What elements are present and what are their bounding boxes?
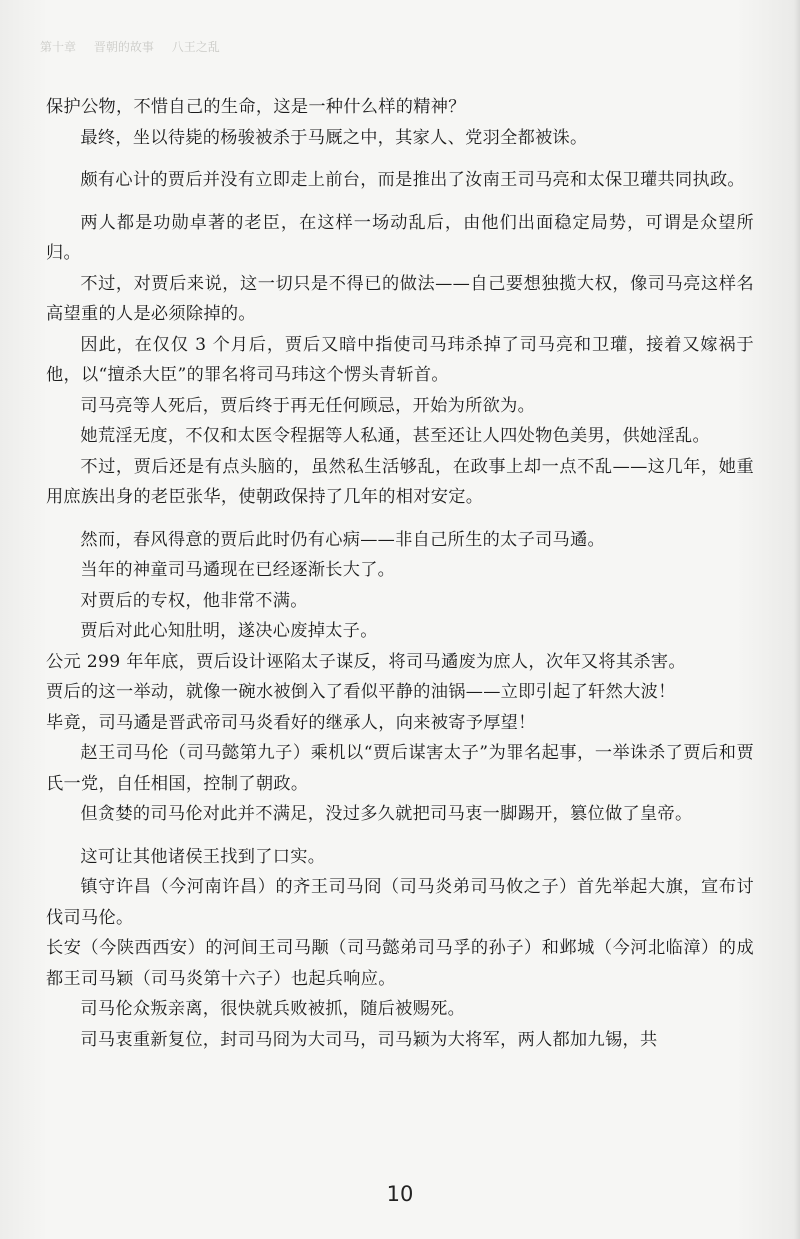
- paragraph: 当年的神童司马遹现在已经逐渐长大了。: [80, 560, 396, 580]
- paragraph: 这可让其他诸侯王找到了口实。: [80, 846, 326, 867]
- running-head: [40, 38, 760, 60]
- paragraph: 贾后对此心知肚明，遂决心废掉太子。: [80, 621, 378, 641]
- running-head-chapter: 第十章: [40, 40, 77, 54]
- paragraph: 公元 299 年年底，贾后设计诬陷太子谋反，将司马遹废为庶人，次年又将其杀害。: [46, 651, 686, 672]
- paragraph: 不过，对贾后来说，这一切只是不得已的做法——自己要想独揽大权，像司马亮这样名高望重的人是必须除掉的。: [46, 273, 754, 324]
- paragraph: 司马亮等人死后，贾后终于再无任何顾忌，开始为所欲为。: [80, 395, 536, 416]
- running-head-section: 八王之乱: [171, 40, 220, 54]
- paragraph: 司马衷重新复位，封司马冏为大司马，司马颖为大将军，两人都加九锡，共: [80, 1029, 658, 1050]
- paragraph: 毕竟，司马遹是晋武帝司马炎看好的继承人，向来被寄予厚望！: [46, 712, 536, 733]
- running-head-book: 晋朝的故事: [93, 40, 154, 54]
- paragraph: 保护公物，不惜自己的生命，这是一种什么样的精神？: [46, 97, 466, 117]
- paragraph: 她荒淫无度，不仅和太医令程据等人私通，甚至还让人四处物色美男，供她淫乱。: [80, 426, 710, 446]
- paragraph: 镇守许昌（今河南许昌）的齐王司马冏（司马炎弟司马攸之子）首先举起大旗，宣布讨伐司马伦。: [46, 877, 754, 928]
- paragraph: 两人都是功勋卓著的老臣，在这样一场动乱后，由他们出面稳定局势，可谓是众望所归。: [46, 212, 754, 263]
- paragraph: 颇有心计的贾后并没有立即走上前台，而是推出了汝南王司马亮和太保卫瓘共同执政。: [80, 170, 745, 190]
- paragraph: 然而，春风得意的贾后此时仍有心病——非自己所生的太子司马遹。: [80, 529, 606, 550]
- paragraph: 不过，贾后还是有点头脑的，虽然私生活够乱，在政事上却一点不乱——这几年，她重用庶族出身的老臣张华，使朝政保持了几年的相对安定。: [46, 456, 754, 507]
- page-edge-shadow: [794, 0, 800, 1239]
- paragraph: 司马伦众叛亲离，很快就兵败被抓，随后被赐死。: [80, 999, 466, 1019]
- page-number: 10: [386, 1182, 414, 1206]
- paragraph: 赵王司马伦（司马懿第九子）乘机以“贾后谋害太子”为罪名起事，一举诛杀了贾后和贾氏一党，自任相国，控制了朝政。: [46, 743, 754, 794]
- paragraph: 对贾后的专权，他非常不满。: [80, 590, 308, 611]
- paragraph: 长安（今陕西西安）的河间王司马颙（司马懿弟司马孚的孙子）和邺城（今河北临漳）的成都王司马颖（司马炎第十六子）也起兵响应。: [46, 938, 754, 989]
- paragraph: 贾后的这一举动，就像一碗水被倒入了看似平静的油锅——立即引起了轩然大波！: [46, 682, 676, 702]
- paragraph: 最终，坐以待毙的杨骏被杀于马厩之中，其家人、党羽全都被诛。: [80, 127, 588, 148]
- paragraph: 但贪婪的司马伦对此并不满足，没过多久就把司马衷一脚踢开，篡位做了皇帝。: [80, 804, 693, 824]
- page-body: [46, 92, 754, 1055]
- paragraph: 因此，在仅仅 3 个月后，贾后又暗中指使司马玮杀掉了司马亮和卫瓘，接着又嫁祸于他，以“擅杀大臣”的罪名将司马玮这个愣头青斩首。: [46, 334, 754, 385]
